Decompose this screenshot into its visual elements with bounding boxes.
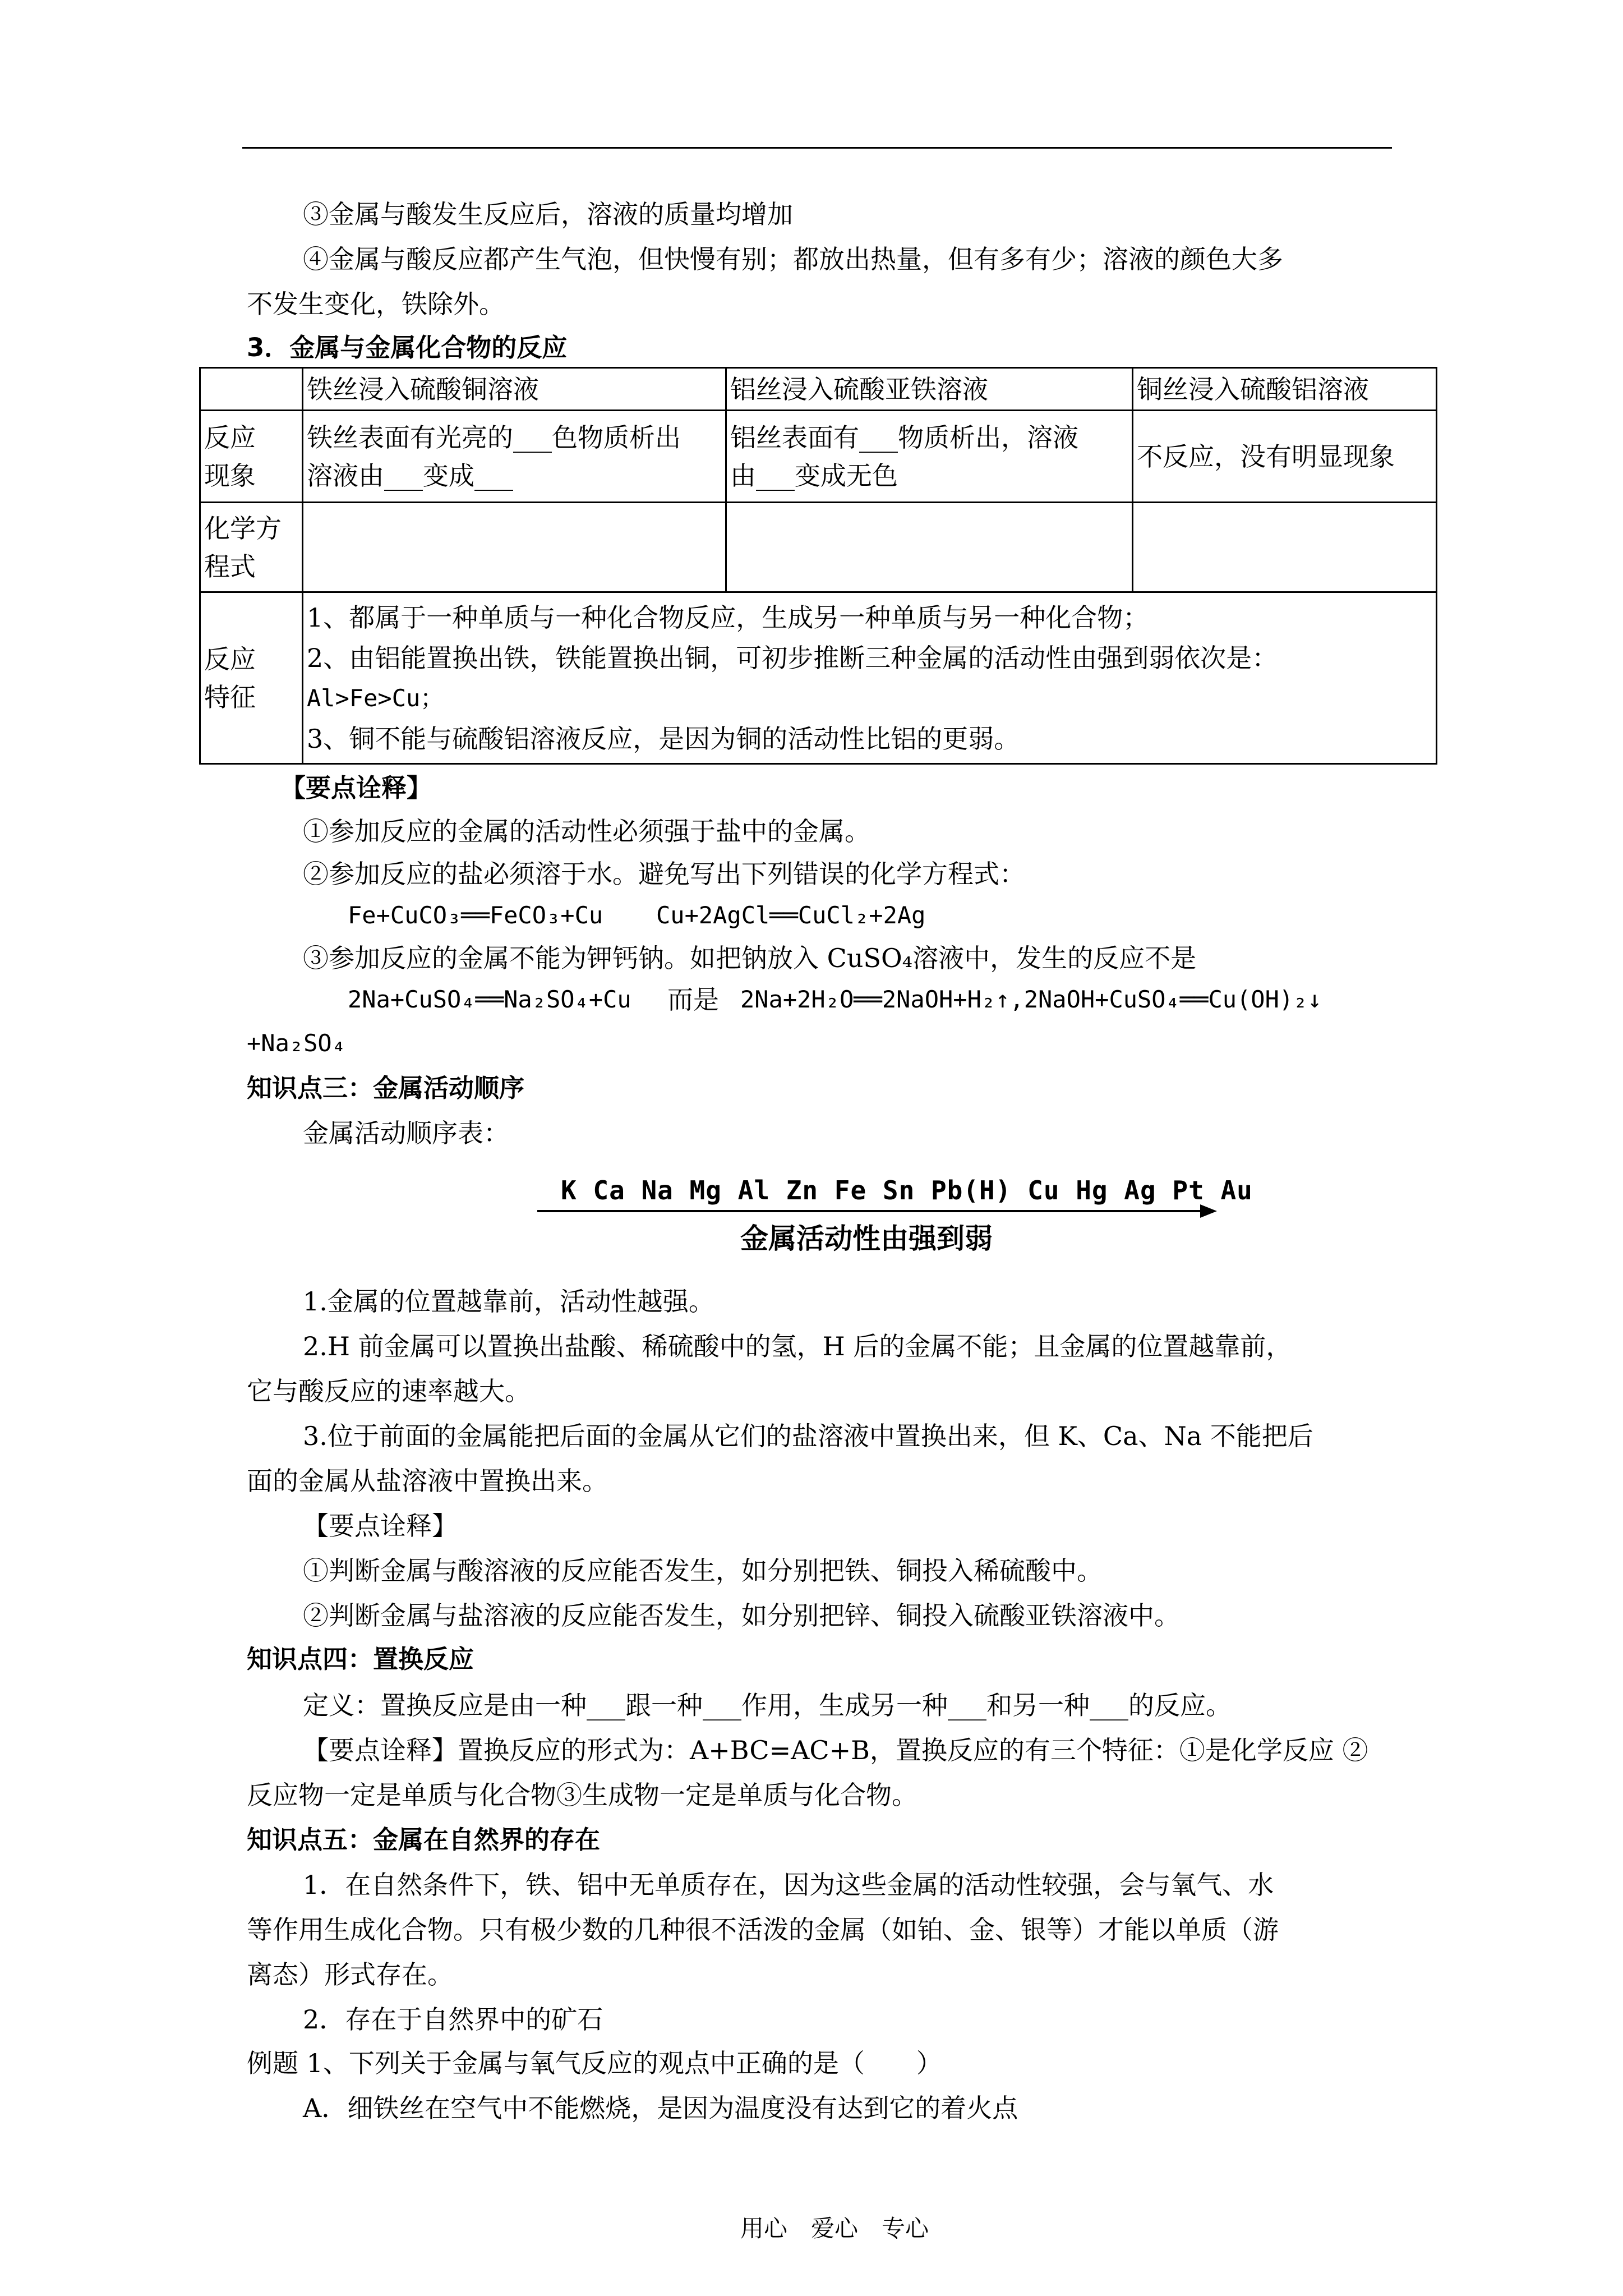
section-heading: 知识点三：金属活动顺序 (247, 1073, 525, 1103)
row-label (200, 592, 303, 764)
label-line: 化学方 (204, 513, 282, 544)
text-line: 【要点诠释】置换反应的形式为：A+BC=AC+B，置换反应的有三个特征：①是化学反应 ② (303, 1735, 1368, 1765)
table-header-cell: 铁丝浸入硫酸铜溶液 (303, 368, 726, 411)
text-line: 不发生变化，铁除外。 (247, 289, 505, 319)
text-line: ③参加反应的金属不能为钾钙钠。如把钠放入 CuSO₄溶液中，发生的反应不是 (303, 943, 1197, 973)
table-cell (303, 503, 726, 592)
cell-line: Al>Fe>Cu； (307, 684, 444, 712)
text-line: 1.金属的位置越靠前，活动性越强。 (303, 1286, 714, 1317)
table-header-cell: 铝丝浸入硫酸亚铁溶液 (726, 368, 1133, 411)
text-line: 离态）形式存在。 (247, 1959, 453, 1990)
equation: 2Na+CuSO₄══Na₂SO₄+Cu (348, 986, 631, 1013)
label-line: 反应 (204, 643, 256, 674)
table-row (200, 368, 1437, 411)
equation: Fe+CuCO₃══FeCO₃+Cu (348, 901, 603, 929)
equation: Cu+2AgCl══CuCl₂+2Ag (656, 901, 926, 929)
text-line: 反应物一定是单质与化合物③生成物一定是单质与化合物。 (247, 1780, 917, 1810)
table-cell (726, 411, 1133, 503)
table-cell (1133, 503, 1437, 592)
text-line: ②判断金属与盐溶液的反应能否发生，如分别把锌、铜投入硫酸亚铁溶液中。 (303, 1600, 1180, 1631)
cell-line: 3、铜不能与硫酸铝溶液反应，是因为铜的活动性比铝的更弱。 (307, 723, 1020, 754)
table-row (200, 503, 1437, 592)
text-line: 2．存在于自然界中的矿石 (303, 2004, 603, 2035)
label-line: 反应 (204, 422, 256, 453)
table-cell-merged (303, 592, 1437, 764)
answer-option: A．细铁丝在空气中不能燃烧，是因为温度没有达到它的着火点 (303, 2093, 1018, 2123)
row-label (200, 411, 303, 503)
label-line: 特征 (204, 682, 256, 712)
cell-line: 铁丝表面有光亮的___色物质析出 (307, 422, 681, 453)
cell-line: 由___变成无色 (730, 460, 898, 491)
label-line: 现象 (204, 460, 256, 491)
equation: 2Na+2H₂O══2NaOH+H₂↑,2NaOH+CuSO₄══Cu(OH)₂↓ (740, 986, 1322, 1013)
reaction-table (199, 367, 1437, 765)
text-line: ②参加反应的盐必须溶于水。避免写出下列错误的化学方程式： (303, 859, 1025, 889)
row-label (200, 503, 303, 592)
label-line: 程式 (204, 551, 256, 582)
arrow-line (537, 1210, 1210, 1212)
arrow-right-icon (1200, 1204, 1217, 1218)
text-line: ①参加反应的金属的活动性必须强于盐中的金属。 (303, 816, 870, 846)
activity-series: K Ca Na Mg Al Zn Fe Sn Pb(H) Cu Hg Ag Pt Au (561, 1175, 1253, 1205)
section-heading: 知识点五：金属在自然界的存在 (247, 1825, 601, 1855)
text-line: ③金属与酸发生反应后，溶液的质量均增加 (303, 199, 793, 229)
cell-line: 2、由铝能置换出铁，铁能置换出铜，可初步推断三种金属的活动性由强到弱依次是： (307, 642, 1278, 673)
table-row (200, 411, 1437, 503)
text-line: 3.位于前面的金属能把后面的金属从它们的盐溶液中置换出来，但 K、Ca、Na 不能把后 (303, 1421, 1313, 1451)
text-line: 面的金属从盐溶液中置换出来。 (247, 1466, 608, 1496)
table-header-cell (200, 368, 303, 411)
cell-line: 溶液由___变成___ (307, 460, 513, 491)
equation: +Na₂SO₄ (247, 1029, 347, 1057)
section-heading: 【要点诠释】 (280, 773, 432, 803)
series-caption: 金属活动性由强到弱 (740, 1222, 993, 1255)
text-line: ④金属与酸反应都产生气泡，但快慢有别；都放出热量，但有多有少；溶液的颜色大多 (303, 244, 1283, 274)
table-cell (726, 503, 1133, 592)
text-line: 而是 (667, 984, 719, 1015)
header-rule (242, 147, 1392, 149)
text-line: 【要点诠释】 (303, 1511, 458, 1541)
text-line: 2.H 前金属可以置换出盐酸、稀硫酸中的氢，H 后的金属不能；且金属的位置越靠前， (303, 1331, 1292, 1361)
text-line: ①判断金属与酸溶液的反应能否发生，如分别把铁、铜投入稀硫酸中。 (303, 1556, 1103, 1586)
table-cell: 不反应，没有明显现象 (1133, 411, 1437, 503)
question-text: 例题 1、下列关于金属与氧气反应的观点中正确的是（ ） (247, 2048, 942, 2078)
text-line: 等作用生成化合物。只有极少数的几种很不活泼的金属（如铂、金、银等）才能以单质（游 (247, 1915, 1279, 1945)
table-cell (303, 411, 726, 503)
text-line: 定义：置换反应是由一种___跟一种___作用，生成另一种___和另一种___的反应。 (303, 1690, 1232, 1720)
section-heading: 3．金属与金属化合物的反应 (247, 333, 568, 362)
text-line: 金属活动顺序表： (303, 1118, 509, 1148)
page-footer: 用心 爱心 专心 (740, 2215, 929, 2242)
text-line: 1．在自然条件下，铁、铝中无单质存在，因为这些金属的活动性较强，会与氧气、水 (303, 1870, 1274, 1900)
text-line: 它与酸反应的速率越大。 (247, 1376, 531, 1406)
table-header-cell: 铜丝浸入硫酸铝溶液 (1133, 368, 1437, 411)
section-heading: 知识点四：置换反应 (247, 1644, 474, 1674)
cell-line: 铝丝表面有___物质析出，溶液 (730, 422, 1078, 453)
cell-line: 1、都属于一种单质与一种化合物反应，生成另一种单质与另一种化合物； (307, 602, 1149, 633)
table-row (200, 592, 1437, 764)
